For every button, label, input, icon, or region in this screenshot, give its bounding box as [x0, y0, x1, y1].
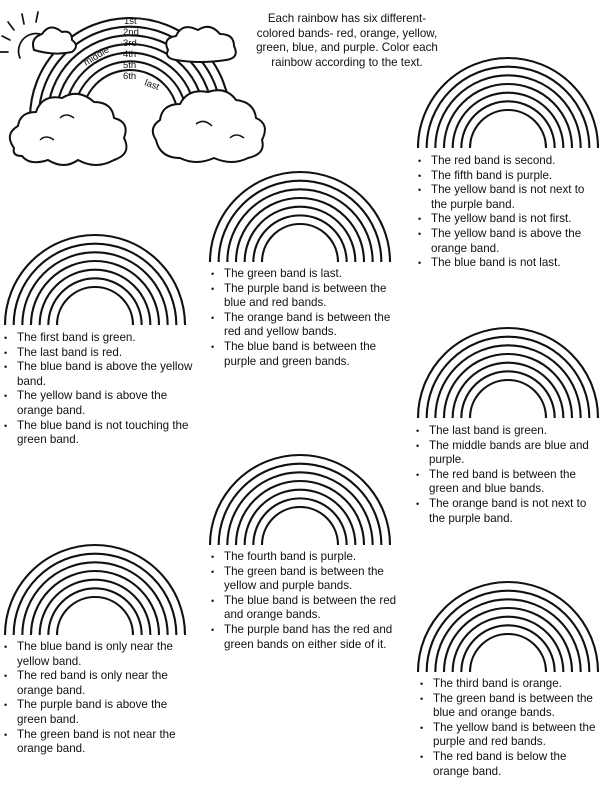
label-3rd: 3rd: [123, 38, 137, 49]
rainbow-arc: [253, 215, 346, 262]
clue-list-5: [211, 550, 405, 652]
rainbow-4[interactable]: [418, 328, 598, 418]
clue: • The red band is below the orange band.: [420, 750, 598, 779]
clue-list-6: [4, 640, 194, 757]
clue-list-3: [4, 331, 194, 448]
rainbow-arc: [57, 597, 133, 635]
rainbow-arc: [227, 189, 372, 262]
clue: • The purple band is between the blue and red bands.: [211, 282, 401, 311]
clue: • The blue band is between the purple and green bands.: [211, 340, 401, 369]
clue: • The blue band is above the yellow band.: [4, 360, 194, 389]
clue: • The yellow band is not next to the purple band.: [418, 183, 598, 212]
clue-list-7: [420, 677, 598, 779]
clue: • The red band is between the green and blue bands.: [416, 468, 598, 497]
clue: • The blue band is between the red and orange bands.: [211, 594, 405, 623]
rainbow-arc: [461, 625, 554, 672]
clue: • The purple band has the red and green bands on either side of it.: [211, 623, 405, 652]
rainbow-3[interactable]: [5, 235, 185, 325]
instructions-text: Each rainbow has six different-colored bands- red, orange, yellow, green, blue, and purple. Color each rainbow according to the text.: [256, 12, 438, 69]
clue: • The yellow band is above the orange band.: [418, 227, 598, 256]
clue: • The last band is green.: [416, 424, 598, 439]
cloud-top-right: [166, 27, 236, 62]
rainbow-7[interactable]: [418, 582, 598, 672]
clue: • The blue band is only near the yellow band.: [4, 640, 194, 669]
rainbow-arc: [48, 278, 141, 325]
rainbow-1[interactable]: [418, 58, 598, 148]
clue: • The red band is only near the orange band.: [4, 669, 194, 698]
rainbow-arc: [262, 507, 338, 545]
clue: • The orange band is between the red and yellow bands.: [211, 311, 401, 340]
rainbow-6[interactable]: [5, 545, 185, 635]
rainbow-arc: [435, 345, 580, 418]
clue-list-2: [211, 267, 401, 369]
clue-list-1: [418, 154, 598, 271]
label-6th: 6th: [123, 71, 137, 82]
rainbow-arc: [435, 75, 580, 148]
rainbow-arc: [227, 472, 372, 545]
clue: • The fifth band is purple.: [418, 169, 598, 184]
clue: • The purple band is above the green band.: [4, 698, 194, 727]
clue: • The green band is last.: [211, 267, 401, 282]
rainbow-5[interactable]: [210, 455, 390, 545]
rainbow-arc: [48, 588, 141, 635]
rainbow-arc: [470, 380, 546, 418]
clue: • The yellow band is above the orange band.: [4, 389, 194, 418]
label-1st: 1st: [124, 16, 137, 27]
clue: • The green band is between the yellow and purple bands.: [211, 565, 405, 594]
rainbow-arc: [435, 599, 580, 672]
clue: • The blue band is not last.: [418, 256, 598, 271]
rainbow-arc: [262, 224, 338, 262]
clue: • The red band is second.: [418, 154, 598, 169]
rainbow-arc: [470, 110, 546, 148]
label-5th: 5th: [123, 60, 137, 71]
clue-list-4: [416, 424, 598, 526]
clue: • The first band is green.: [4, 331, 194, 346]
rainbow-arc: [461, 371, 554, 418]
clue: • The yellow band is between the purple and red bands.: [420, 721, 598, 750]
rainbow-arc: [253, 498, 346, 545]
rainbow-arc: [22, 562, 167, 635]
rainbow-arc: [22, 252, 167, 325]
cloud-bottom-left: [10, 94, 127, 165]
rainbow-arc: [470, 634, 546, 672]
label-middle: middle: [81, 44, 112, 69]
rainbow-arc: [461, 101, 554, 148]
cloud-top-left: [33, 27, 76, 53]
clue: • The orange band is not next to the purple band.: [416, 497, 598, 526]
clue: • The fourth band is purple.: [211, 550, 405, 565]
label-2nd: 2nd: [123, 27, 139, 38]
clue: • The yellow band is not first.: [418, 212, 598, 227]
label-last: last: [142, 77, 161, 93]
clue: • The last band is red.: [4, 346, 194, 361]
clue: • The green band is between the blue and orange bands.: [420, 692, 598, 721]
rainbow-2[interactable]: [210, 172, 390, 262]
label-4th: 4th: [123, 49, 137, 60]
clue: • The green band is not near the orange band.: [4, 728, 194, 757]
rainbow-arc: [57, 287, 133, 325]
cloud-bottom-right: [153, 90, 265, 162]
clue: • The third band is orange.: [420, 677, 598, 692]
clue: • The blue band is not touching the green band.: [4, 419, 194, 448]
clue: • The middle bands are blue and purple.: [416, 439, 598, 468]
